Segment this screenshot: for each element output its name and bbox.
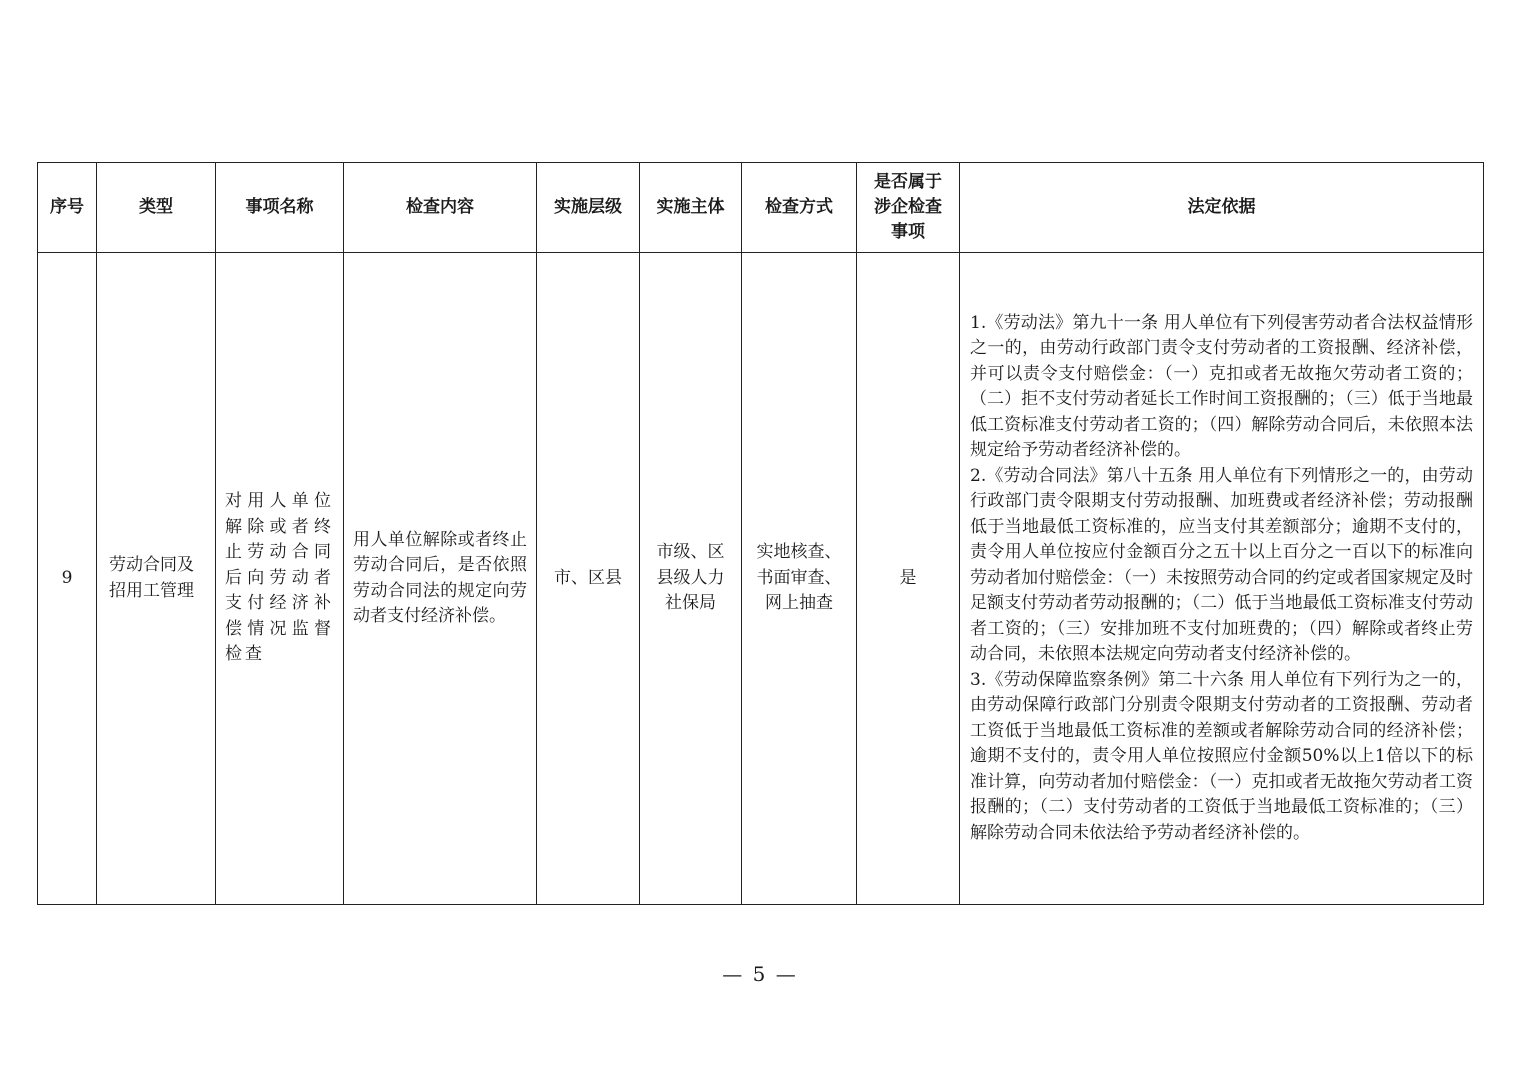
cell-type: 劳动合同及招用工管理 (97, 253, 216, 905)
table-header-row (38, 163, 1484, 253)
header-level: 实施层级 (537, 163, 640, 253)
table-row (38, 253, 1484, 905)
header-enterprise: 是否属于涉企检查事项 (857, 163, 960, 253)
cell-item-name: 对用人单位解除或者终止劳动合同后向劳动者支付经济补偿情况监督检查 (216, 253, 344, 905)
cell-subject: 市级、区县级人力社保局 (640, 253, 742, 905)
header-legal-basis: 法定依据 (960, 163, 1484, 253)
legal-basis-item: 2.《劳动合同法》第八十五条 用人单位有下列情形之一的，由劳动行政部门责令限期支付劳动报酬、加班费或者经济补偿；劳动报酬低于当地最低工资标准的，应当支付其差额部分；逾期不支付的，责令用人单位按应付金额百分之五十以上百分之一百以下的标准向劳动者加付赔偿金：（一）未按照劳动合同的约定或者国家规定及时足额支付劳动者劳动报酬的；（二）低于当地最低工资标准支付劳动者工资的；（三）安排加班不支付加班费的；（四）解除或者终止劳动合同，未依照本法规定向劳动者支付经济补偿的。 (970, 465, 1473, 665)
cell-legal-basis (960, 253, 1484, 905)
header-method: 检查方式 (742, 163, 857, 253)
header-subject: 实施主体 (640, 163, 742, 253)
legal-basis-item: 3.《劳动保障监察条例》第二十六条 用人单位有下列行为之一的，由劳动保障行政部门分别责令限期支付劳动者的工资报酬、劳动者工资低于当地最低工资标准的差额或者解除劳动合同的经济补偿；逾期不支付的，责令用人单位按照应付金额50%以上1倍以下的标准计算，向劳动者加付赔偿金：（一）克扣或者无故拖欠劳动者工资报酬的；（二）支付劳动者的工资低于当地最低工资标准的；（三）解除劳动合同未依法给予劳动者经济补偿的。 (970, 669, 1473, 843)
cell-content: 用人单位解除或者终止劳动合同后，是否依照劳动合同法的规定向劳动者支付经济补偿。 (344, 253, 537, 905)
header-content: 检查内容 (344, 163, 537, 253)
page-number: — 5 — (722, 962, 798, 986)
cell-enterprise: 是 (857, 253, 960, 905)
header-item-name: 事项名称 (216, 163, 344, 253)
cell-method: 实地核查、书面审查、网上抽查 (742, 253, 857, 905)
header-seq: 序号 (38, 163, 97, 253)
cell-level: 市、区县 (537, 253, 640, 905)
cell-seq: 9 (38, 253, 97, 905)
header-type: 类型 (97, 163, 216, 253)
legal-basis-item: 1.《劳动法》第九十一条 用人单位有下列侵害劳动者合法权益情形之一的，由劳动行政部门责令支付劳动者的工资报酬、经济补偿，并可以责令支付赔偿金：（一）克扣或者无故拖欠劳动者工资的；（二）拒不支付劳动者延长工作时间工资报酬的；（三）低于当地最低工资标准支付劳动者工资的；（四）解除劳动合同后，未依照本法规定给予劳动者经济补偿的。 (970, 312, 1473, 461)
inspection-items-table (37, 162, 1484, 905)
